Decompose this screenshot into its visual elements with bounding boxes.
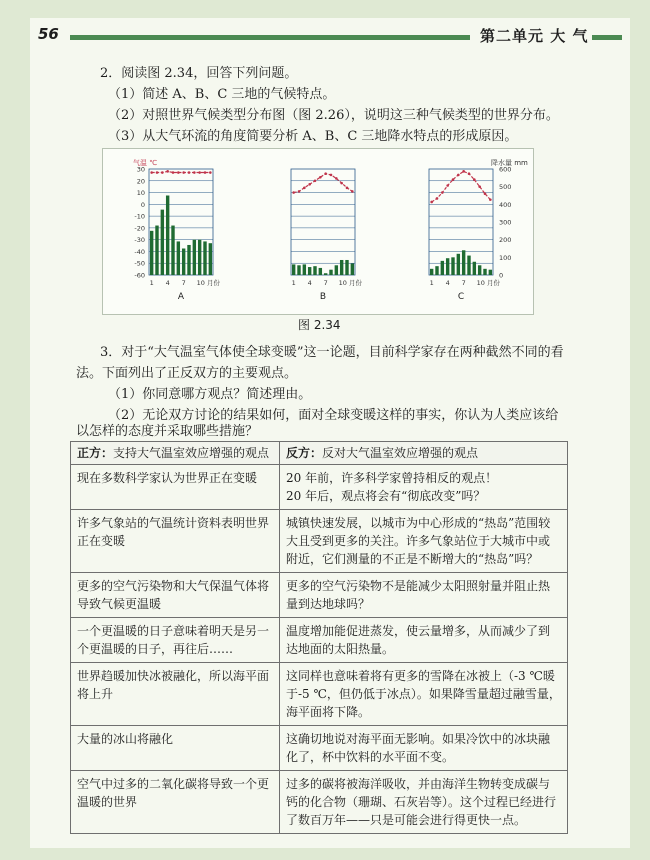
header-rule-left	[70, 35, 470, 40]
temp-tick-label: 0	[140, 200, 145, 209]
precip-bar	[198, 240, 201, 275]
precip-bar	[329, 270, 332, 275]
table-row	[71, 465, 568, 510]
temperature-point	[314, 179, 317, 182]
question-3-line-1: 3．对于“大气温室气体使全球变暖”这一论题，目前科学家存在两种截然不同的看	[100, 345, 564, 360]
month-tick-label: 1	[429, 279, 434, 287]
temperature-point	[330, 174, 333, 177]
month-tick-label: 7	[181, 279, 186, 287]
panel-frame	[429, 169, 493, 275]
pro-argument: 一个更温暖的日子意味着明天是另一个更温暖的日子，再往后……	[71, 618, 280, 663]
precip-tick-label: 300	[499, 218, 512, 227]
panel-label: A	[177, 292, 185, 302]
temperature-point	[172, 171, 175, 174]
precip-bar	[187, 245, 190, 275]
temperature-point	[468, 172, 471, 175]
precip-bar	[335, 265, 338, 275]
temperature-point	[478, 185, 481, 188]
precip-bar	[489, 270, 492, 275]
temperature-point	[298, 190, 301, 193]
precip-tick-label: 0	[499, 271, 504, 280]
precip-bar	[340, 260, 343, 275]
precip-bar	[313, 266, 316, 275]
precip-bar	[478, 265, 481, 275]
temperature-point	[193, 171, 196, 174]
chart-panels	[149, 169, 504, 302]
panel-frame	[291, 169, 355, 275]
temp-tick-label: -20	[134, 224, 145, 233]
precip-tick-label: 200	[499, 236, 512, 245]
header-rule-right	[592, 35, 622, 40]
month-tick-label: 7	[323, 279, 328, 287]
month-tick-label: 1	[291, 279, 296, 287]
pro-head-title: 支持大气温室效应增强的观点	[113, 446, 270, 460]
temp-tick-label: -30	[134, 236, 145, 245]
precip-tick-label: 600	[499, 165, 512, 174]
temperature-point	[441, 191, 444, 194]
temperature-point	[150, 171, 153, 174]
month-tick-label: 7	[461, 279, 466, 287]
temp-tick-label: -50	[134, 259, 145, 268]
precip-bar	[150, 231, 153, 275]
climate-chart-svg	[103, 149, 533, 314]
con-argument: 这确切地说对海平面无影响。如果冷饮中的冰块融化了，杯中饮料的水平面不变。	[280, 726, 568, 771]
temp-tick-label: -60	[134, 271, 145, 280]
precip-bar	[203, 241, 206, 275]
temp-tick-labels	[134, 166, 145, 280]
precip-tick-labels	[499, 166, 511, 280]
pro-header	[71, 442, 280, 465]
temperature-point	[340, 182, 343, 185]
question-2-item-1: （1）简述 A、B、C 三地的气候特点。	[108, 87, 336, 102]
temp-tick-label: 10	[136, 189, 145, 198]
month-tick-label: 1	[149, 279, 154, 287]
precip-bar	[462, 250, 465, 275]
panel-label: B	[319, 292, 327, 302]
precip-bar	[193, 240, 196, 275]
con-argument: 城镇快速发展，以城市为中心形成的“热岛”范围较大且受到更多的关注。许多气象站位于大城市中或附近，它们测量的不正是不断增大的“热岛”吗？	[280, 510, 568, 573]
precip-bar	[177, 241, 180, 275]
temperature-point	[489, 198, 492, 201]
temperature-point	[324, 172, 327, 175]
con-head-title: 反对大气温室效应增强的观点	[322, 446, 479, 460]
table-header-row	[71, 442, 568, 465]
chart-panel-b	[291, 169, 363, 302]
temperature-line	[294, 174, 353, 193]
month-tick-label: 4	[307, 279, 312, 287]
con-argument: 更多的空气污染物不是能减少太阳照射量并阻止热量到达地球吗？	[280, 573, 568, 618]
pro-argument: 大量的冰山将融化	[71, 726, 280, 771]
table-row	[71, 771, 568, 834]
panel-label: C	[457, 292, 465, 302]
temperature-point	[308, 183, 311, 186]
temp-tick-label: 30	[136, 165, 145, 174]
month-tick-label: 4	[165, 279, 170, 287]
temperature-point	[436, 197, 439, 200]
precip-bar	[435, 266, 438, 275]
precip-bar	[345, 260, 348, 275]
temp-tick-label: -40	[134, 247, 145, 256]
precip-bar	[483, 269, 486, 275]
page-number: 56	[38, 25, 59, 43]
precip-bar	[446, 258, 449, 275]
precip-bar	[324, 273, 327, 275]
question-3-item-2-line-2: 以怎样的态度并采取哪些措施？	[76, 424, 259, 439]
question-3-line-2: 法。下面列出了正反双方的主要观点。	[76, 366, 298, 381]
precip-bar	[166, 196, 169, 276]
temperature-point	[351, 190, 354, 193]
page-header	[32, 25, 598, 47]
temperature-point	[166, 170, 169, 173]
pro-argument: 现在多数科学家认为世界正在变暖	[71, 465, 280, 510]
temperature-point	[292, 191, 295, 194]
month-tick-label: 10 月份	[338, 279, 363, 287]
table-row	[71, 573, 568, 618]
table-row	[71, 663, 568, 726]
precip-bar	[451, 257, 454, 275]
temperature-point	[303, 187, 306, 190]
precip-bar	[161, 210, 164, 275]
question-2-item-3: （3）从大气环流的角度简要分析 A、B、C 三地降水特点的形成原因。	[108, 129, 518, 144]
temperature-point	[335, 177, 338, 180]
precip-bar	[457, 254, 460, 275]
temperature-point	[457, 174, 460, 177]
month-tick-label: 10 月份	[476, 279, 501, 287]
temperature-point	[209, 171, 212, 174]
con-head-label: 反方：	[286, 446, 323, 460]
precip-tick-label: 100	[499, 253, 512, 262]
temperature-point	[198, 171, 201, 174]
temperature-point	[156, 171, 159, 174]
climate-chart-figure	[102, 148, 534, 315]
con-argument: 温度增加能促进蒸发，使云量增多，从而减少了到达地面的太阳热量。	[280, 618, 568, 663]
question-3-item-1: （1）你同意哪方观点？简述理由。	[108, 387, 312, 402]
precip-bar	[319, 268, 322, 275]
unit-title: 第二单元 大 气	[480, 27, 589, 45]
temperature-point	[462, 170, 465, 173]
precip-bar	[182, 249, 185, 276]
precip-bar	[155, 226, 158, 275]
temperature-point	[430, 201, 433, 204]
month-tick-label: 4	[445, 279, 450, 287]
con-argument: 这同样也意味着将有更多的雪降在冰被上（-3 ℃暖于-5 ℃，但仍低于冰点）。如果降雪量超过融雪量，海平面将下降。	[280, 663, 568, 726]
precip-tick-label: 400	[499, 200, 512, 209]
question-2-item-2: （2）对照世界气候类型分布图（图 2.26），说明这三种气候类型的世界分布。	[108, 108, 559, 123]
precip-bar	[171, 226, 174, 275]
table-row	[71, 726, 568, 771]
temperature-point	[473, 178, 476, 181]
precip-bar	[473, 262, 476, 275]
temperature-point	[319, 176, 322, 179]
temperature-line	[432, 171, 491, 202]
temperature-point	[177, 171, 180, 174]
temperature-line	[152, 171, 211, 172]
table-row	[71, 510, 568, 573]
question-3-item-2-line-1: （2）无论双方讨论的结果如何，面对全球变暖这样的事实，你认为人类应该给	[108, 408, 559, 423]
temperature-point	[484, 192, 487, 195]
precip-bar	[308, 267, 311, 275]
temperature-point	[161, 171, 164, 174]
pro-argument: 世界趋暖加快冰被融化，所以海平面将上升	[71, 663, 280, 726]
pro-head-label: 正方：	[77, 446, 114, 460]
temperature-point	[182, 171, 185, 174]
precip-bar	[430, 269, 433, 275]
temperature-point	[188, 171, 191, 174]
temperature-point	[204, 171, 207, 174]
temp-tick-label: -10	[134, 212, 145, 221]
temp-axis-label: 气温 ℃	[133, 159, 158, 167]
chart-panel-a	[149, 169, 221, 302]
pro-argument: 空气中过多的二氧化碳将导致一个更温暖的世界	[71, 771, 280, 834]
precip-axis-label: 降水量 mm	[491, 159, 528, 167]
precip-bar	[467, 256, 470, 275]
table-body	[71, 465, 568, 834]
chart-panel-c	[429, 169, 504, 302]
precip-bar	[292, 264, 295, 275]
precip-bar	[209, 243, 212, 275]
con-argument: 过多的碳将被海洋吸收，并由海洋生物转变成碳与钙的化合物（珊瑚、石灰岩等）。这个过程已经进行了数百万年——只是可能会进行得更快一点。	[280, 771, 568, 834]
precip-bar	[351, 264, 354, 275]
question-2-title: 2．阅读图 2.34，回答下列问题。	[100, 66, 298, 81]
precip-tick-label: 500	[499, 183, 512, 192]
month-tick-label: 10 月份	[196, 279, 221, 287]
precip-bar	[441, 261, 444, 275]
temperature-point	[346, 187, 349, 190]
temperature-point	[446, 184, 449, 187]
precip-bar	[297, 265, 300, 275]
debate-table	[70, 441, 568, 834]
temperature-point	[452, 178, 455, 181]
precip-bar	[303, 264, 306, 275]
pro-argument: 许多气象站的气温统计资料表明世界正在变暖	[71, 510, 280, 573]
con-argument: 20 年前，许多科学家曾持相反的观点！ 20 年后，观点将会有“彻底改变”吗？	[280, 465, 568, 510]
pro-argument: 更多的空气污染物和大气保温气体将导致气候更温暖	[71, 573, 280, 618]
figure-caption: 图 2.34	[298, 318, 341, 332]
table-row	[71, 618, 568, 663]
con-header	[280, 442, 568, 465]
temp-tick-label: 20	[136, 177, 145, 186]
